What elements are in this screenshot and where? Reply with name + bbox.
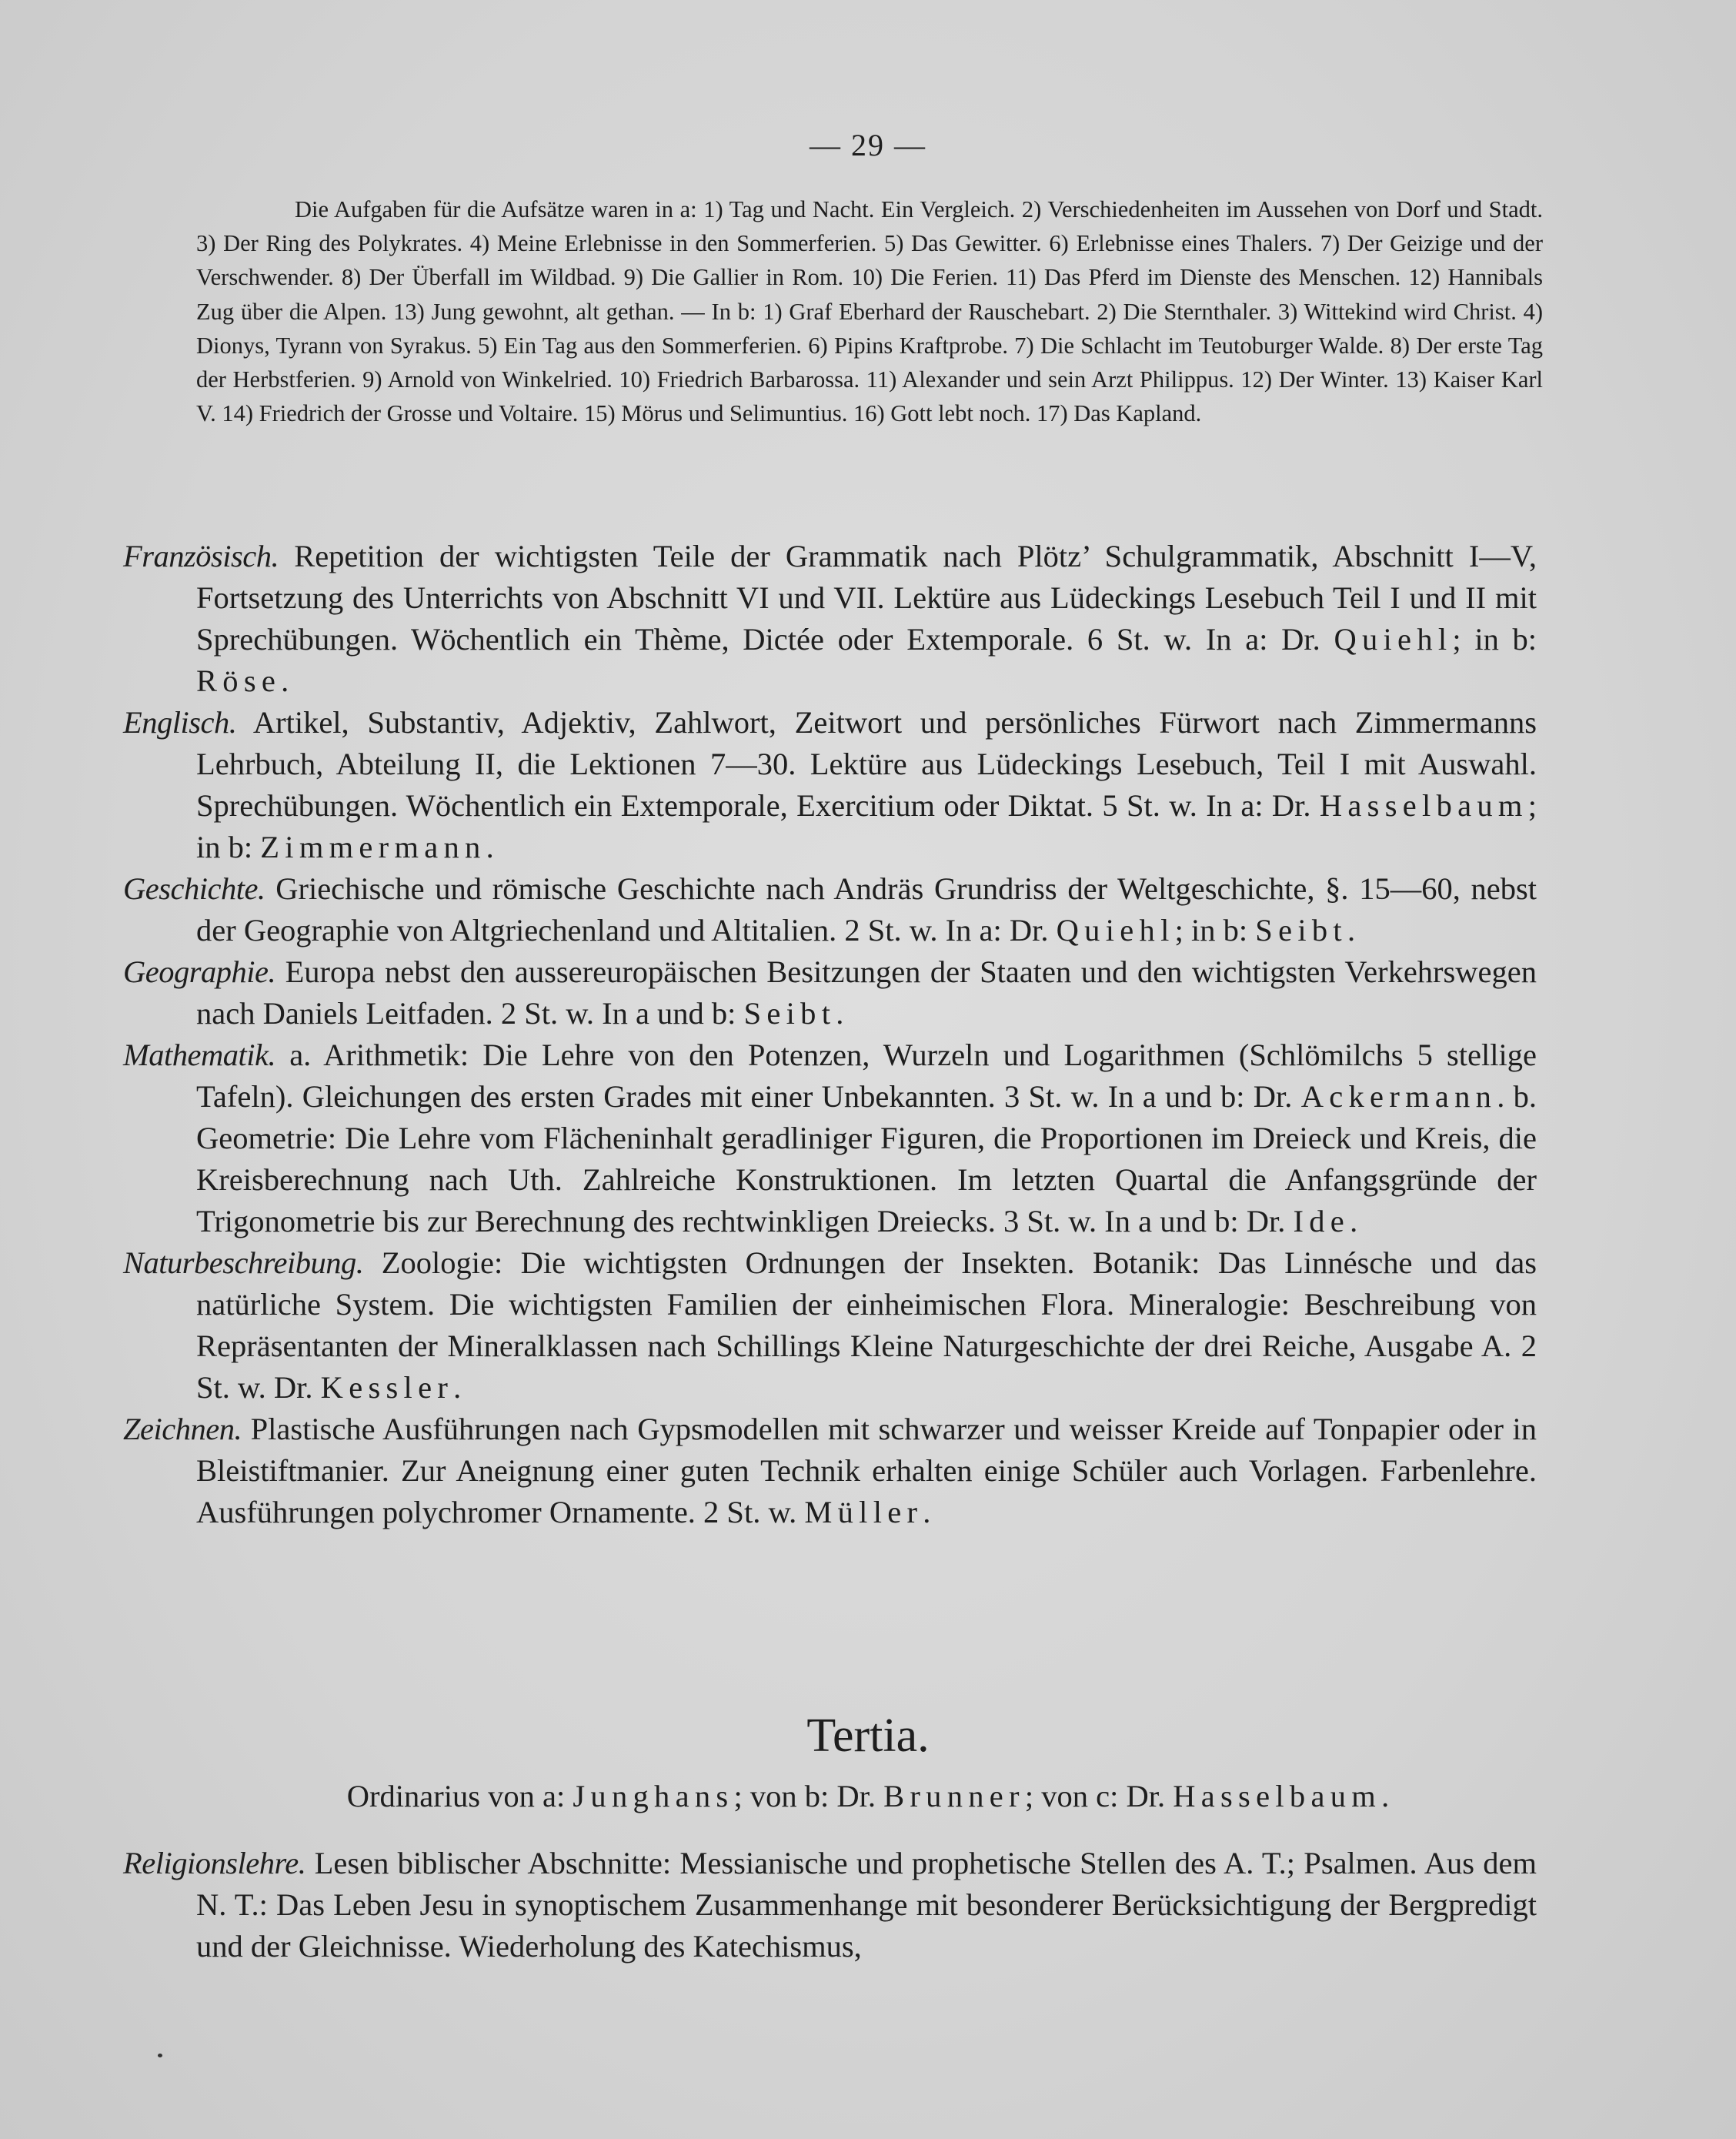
ordinarius-line: [0, 1778, 1736, 1814]
section-text-religionslehre: Lesen biblischer Abschnitte: Messianische und prophetische Stellen des A. T.; Psalmen. Aus dem N. T.: Das Leben Jesu in synoptischem Zusammenhange mit besonderer Berücksichtigung der Bergpredigt und der Gleichnisse. Wiederholung des Katechismus,: [196, 1846, 1537, 1964]
section-label-naturbeschreibung: Naturbeschreibung.: [123, 1245, 364, 1280]
section-label-geographie: Geographie.: [123, 954, 276, 989]
aufsatz-list-a: 1) Tag und Nacht. Ein Vergleich. 2) Verschiedenheiten im Aussehen von Dorf und Stadt. 3) Der Ring des Polykrates. 4) Meine Erlebnisse in den Sommerferien. 5) Das Gewitter. 6) Erlebnisse eines Thalers. 7) Der Geizige und der Verschwender. 8) Der Überfall im Wildbad. 9) Die Gallier in Rom. 10) Die Ferien. 11) Das Pferd im Dienste des Menschen. 12) Hannibals Zug über die Alpen. 13) Jung gewohnt, alt gethan.: [196, 196, 1543, 325]
teacher-name: Seibt: [743, 996, 836, 1031]
teacher-name: Junghans: [573, 1779, 734, 1813]
section-label-franzoesisch: Französisch.: [123, 539, 279, 573]
aufsatz-topics-paragraph: [196, 192, 1543, 430]
aufsatz-intro: Die Aufgaben für die Aufsätze waren in a:: [295, 196, 697, 222]
section-zeichnen: [123, 1409, 1537, 1533]
teacher-name: Hasselbaum: [1173, 1779, 1382, 1813]
section-religionslehre: [123, 1843, 1537, 1967]
aufsatz-intro-b: — In b:: [681, 298, 756, 325]
section-end: .: [453, 1370, 462, 1405]
teacher-name: Röse: [196, 663, 282, 698]
teacher-name: Quiehl: [1056, 913, 1175, 948]
teacher-name: Ackermann: [1300, 1079, 1497, 1114]
section-text-geographie: Europa nebst den aussereuropäischen Besitzungen der Staaten und den wichtigsten Verkehrswegen nach Daniels Leitfaden. 2 St. w. In a und b:: [196, 954, 1537, 1031]
paper-speck: [158, 2054, 162, 2057]
section-connector: ; in b:: [1452, 622, 1537, 657]
section-text-franzoesisch: Repetition der wichtigsten Teile der Grammatik nach Plötz’ Schulgrammatik, Abschnitt I—V, Fortsetzung des Unterrichts von Abschnitt VI und VII. Lektüre aus Lüdeckings Lesebuch Teil I und II mit Sprechübungen. Wöchentlich ein Thème, Dictée oder Extemporale. 6 St. w. In a: Dr.: [196, 539, 1537, 657]
section-label-mathematik: Mathematik.: [123, 1038, 276, 1072]
section-connector: ; in b:: [196, 788, 1537, 864]
section-franzoesisch: [123, 536, 1537, 702]
section-text-mathematik-arithmetik: a. Arithmetik: Die Lehre von den Potenzen, Wurzeln und Logarithmen (Schlömilchs 5 stellige Tafeln). Gleichungen des ersten Grades mit einer Unbekannten. 3 St. w. In a und b: Dr.: [196, 1038, 1537, 1114]
ordinarius-connector: ; von b: Dr.: [733, 1779, 876, 1813]
section-text-geschichte: Griechische und römische Geschichte nach Andräs Grundriss der Weltgeschichte, §. 15—60, nebst der Geographie von Altgriechenland und Altitalien. 2 St. w. In a: Dr.: [196, 871, 1537, 948]
section-end: .: [836, 996, 844, 1031]
ordinarius-prefix: Ordinarius von a:: [346, 1779, 566, 1813]
section-end: .: [923, 1495, 931, 1529]
page-number: — 29 —: [810, 128, 926, 162]
teacher-name: Zimmermann: [260, 830, 486, 864]
subject-sections: [123, 536, 1537, 1533]
section-englisch: [123, 702, 1537, 868]
section-mathematik: [123, 1034, 1537, 1242]
section-end: .: [1350, 1204, 1358, 1238]
section-end: .: [486, 830, 494, 864]
section-text-englisch: Artikel, Substantiv, Adjektiv, Zahlwort, Zeitwort und persönliches Fürwort nach Zimmermanns Lehrbuch, Abteilung II, die Lektionen 7—30. Lektüre aus Lüdeckings Lesebuch, Teil I mit Auswahl. Sprechübungen. Wöchentlich ein Extemporale, Exercitium oder Diktat. 5 St. w. In a: Dr.: [196, 705, 1537, 823]
section-connector: ; in b:: [1174, 913, 1248, 948]
religion-section-wrapper: [123, 1843, 1537, 1967]
section-text-mathematik-geometrie: . b. Geometrie: Die Lehre vom Flächeninhalt geradliniger Figuren, die Proportionen im Dreieck und Kreis, die Kreisberechnung nach Uth. Zahlreiche Konstruktionen. Im letzten Quartal die Anfangsgründe der Trigonometrie bis zur Berechnung des rechtwinkligen Dreiecks. 3 St. w. In a und b: Dr.: [196, 1079, 1537, 1238]
teacher-name: Quiehl: [1334, 622, 1453, 657]
section-label-zeichnen: Zeichnen.: [123, 1412, 242, 1446]
tertia-heading: Tertia.: [806, 1710, 930, 1762]
teacher-name: Brunner: [883, 1779, 1025, 1813]
teacher-name: Kessler: [320, 1370, 454, 1405]
ordinarius-connector: ; von c: Dr.: [1024, 1779, 1166, 1813]
section-label-englisch: Englisch.: [123, 705, 237, 740]
ordinarius-end: .: [1381, 1779, 1390, 1813]
teacher-name: Ide: [1293, 1204, 1350, 1238]
section-geographie: [123, 951, 1537, 1034]
section-end: .: [1347, 913, 1356, 948]
section-label-religionslehre: Religionslehre.: [123, 1846, 306, 1880]
section-text-zeichnen: Plastische Ausführungen nach Gypsmodellen mit schwarzer und weisser Kreide auf Tonpapier oder in Bleistiftmanier. Zur Aneignung einer guten Technik erhalten einige Schüler auch Vorlagen. Farbenlehre. Ausführungen polychromer Ornamente. 2 St. w.: [196, 1412, 1537, 1529]
teacher-name: Seibt: [1255, 913, 1347, 948]
section-end: .: [281, 663, 289, 698]
section-text-naturbeschreibung: Zoologie: Die wichtigsten Ordnungen der Insekten. Botanik: Das Linnésche und das natürliche System. Die wichtigsten Familien der einheimischen Flora. Mineralogie: Beschreibung von Repräsentanten der Mineralklassen nach Schillings Kleine Naturgeschichte der drei Reiche, Ausgabe A. 2 St. w. Dr.: [196, 1245, 1537, 1405]
teacher-name: Hasselbaum: [1319, 788, 1528, 823]
teacher-name: Müller: [804, 1495, 923, 1529]
aufsatz-list-b: 1) Graf Eberhard der Rauschebart. 2) Die Sternthaler. 3) Wittekind wird Christ. 4) Dionys, Tyrann von Syrakus. 5) Ein Tag aus den Sommerferien. 6) Pipins Kraftprobe. 7) Die Schlacht im Teutoburger Walde. 8) Der erste Tag der Herbstferien. 9) Arnold von Winkelried. 10) Friedrich Barbarossa. 11) Alexander und sein Arzt Philippus. 12) Der Winter. 13) Kaiser Karl V. 14) Friedrich der Grosse und Voltaire. 15) Mörus und Selimuntius. 16) Gott lebt noch. 17) Das Kapland.: [196, 298, 1544, 427]
section-label-geschichte: Geschichte.: [123, 871, 265, 906]
section-geschichte: [123, 868, 1537, 951]
section-naturbeschreibung: [123, 1242, 1537, 1409]
